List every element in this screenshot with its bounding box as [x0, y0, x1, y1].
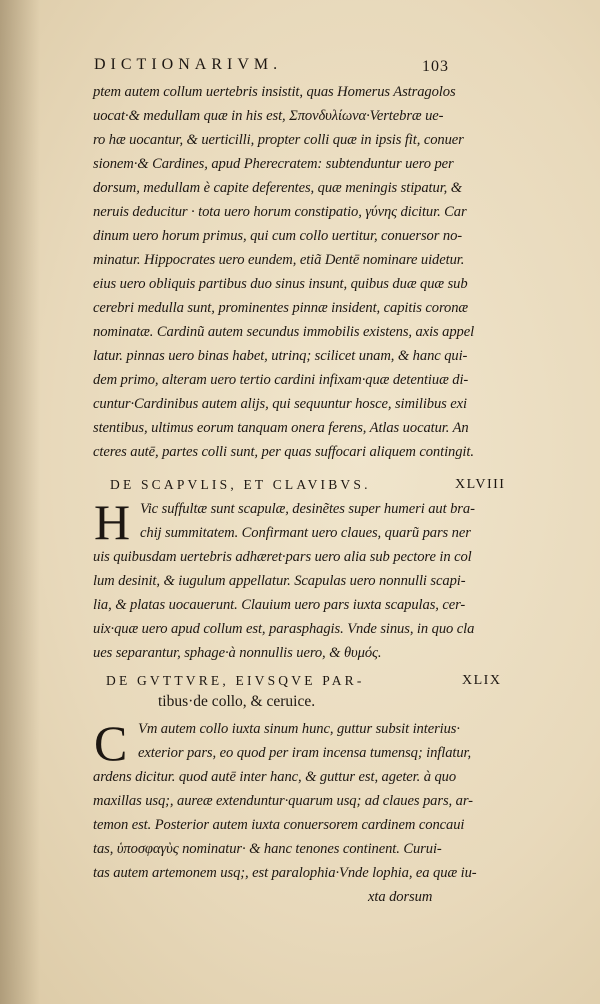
text-line: temon est. Posterior autem iuxta conuersorem cardinem concaui	[93, 817, 465, 833]
text-line: lia, & platas uocauerunt. Clauium uero pars iuxta scapulas, cer-	[93, 597, 466, 613]
text-line: cuntur·Cardinibus autem alijs, qui sequuntur hosce, similibus exi	[93, 396, 468, 412]
text-line: neruis deducitur · tota uero horum constipatio, γύνης dicitur. Car	[93, 204, 467, 220]
text-line: minatur. Hippocrates uero eundem, etiã Dentē nominare uidetur.	[93, 252, 465, 268]
text-line: cerebri medulla sunt, prominentes pinnæ insident, capitis coronæ	[93, 300, 469, 316]
text-line: lum desinit, & iugulum appellatur. Scapulas uero nonnulli scapi-	[93, 573, 466, 589]
text-line: dorsum, medullam è capite deferentes, quæ meningis stipatur, &	[93, 180, 463, 196]
text-line: Vic suffultæ sunt scapulæ, desinẽtes super humeri aut bra-	[140, 501, 475, 517]
text-line: xta dorsum	[368, 889, 433, 905]
text-line: chij summitatem. Confirmant uero claues, quarũ pars ner	[140, 525, 471, 541]
text-line: tas, ὑποσφαγὺς nominatur· & hanc tenones continent. Curui-	[93, 841, 442, 857]
text-line: nominatæ. Cardinũ autem secundus immobilis existens, axis appel	[93, 324, 475, 340]
section-heading: DE SCAPVLIS, ET CLAVIBVS.	[110, 477, 371, 492]
page-number: 103	[422, 58, 449, 75]
text-line: uis quibusdam uertebris adhæret·pars uero alia sub pectore in col	[93, 549, 472, 565]
section-subheading: tibus·de collo, & ceruice.	[158, 693, 316, 710]
text-line: ptem autem collum uertebris insistit, quas Homerus Astragolos	[93, 84, 456, 100]
drop-cap-initial: C	[94, 715, 128, 771]
text-line: maxillas usq;, aureæ extenduntur·quarum usq; ad claues pars, ar-	[93, 793, 473, 809]
text-line: uocat·& medullam quæ in his est, Σπονδυλίωνα·Vertebræ ue-	[93, 108, 444, 124]
text-line: ardens dicitur. quod autē inter hanc, & guttur est, ageter. à quo	[93, 769, 457, 785]
text-line: stentibus, ultimus eorum tanquam onera ferens, Atlas uocatur. An	[93, 420, 469, 436]
text-line: tas autem artemonem usq;, est paralophia·Vnde lophia, ea quæ iu-	[93, 865, 477, 881]
text-line: latur. pinnas uero binas habet, utrinq; scilicet unam, & hanc qui-	[93, 348, 468, 364]
drop-cap-initial: H	[94, 494, 131, 550]
chapter-number: XLVIII	[455, 477, 506, 492]
section-heading: DE GVTTVRE, EIVSQVE PAR-	[106, 673, 365, 688]
gutter-shadow	[0, 0, 40, 1004]
chapter-number: XLIX	[462, 673, 502, 688]
text-line: cteres autē, partes colli sunt, per quas suffocari aliquem contingit.	[93, 444, 474, 460]
running-head: DICTIONARIVM.	[94, 56, 283, 73]
text-line: Vm autem collo iuxta sinum hunc, guttur subsit interius·	[138, 721, 460, 737]
text-line: dem primo, alteram uero tertio cardini infixam·quæ detentiuæ di-	[93, 372, 469, 388]
text-line: sionem·& Cardines, apud Pherecratem: subtenduntur uero per	[93, 156, 454, 172]
text-line: ues separantur, sphage·à nonnullis uero, & θυμός.	[93, 645, 382, 661]
text-line: uix·quæ uero apud collum est, parasphagis. Vnde sinus, in quo cla	[93, 621, 475, 637]
text-line: dinum uero horum primus, qui cum collo uertitur, conuersor no-	[93, 228, 463, 244]
text-line: exterior pars, eo quod per iram incensa tumensq; inflatur,	[138, 745, 472, 761]
text-line: ro hæ uocantur, & uerticilli, propter colli quæ in ipsis fit, conuer	[93, 132, 464, 148]
text-line: eius uero obliquis partibus duo sinus insunt, quibus duæ quæ sub	[93, 276, 468, 292]
